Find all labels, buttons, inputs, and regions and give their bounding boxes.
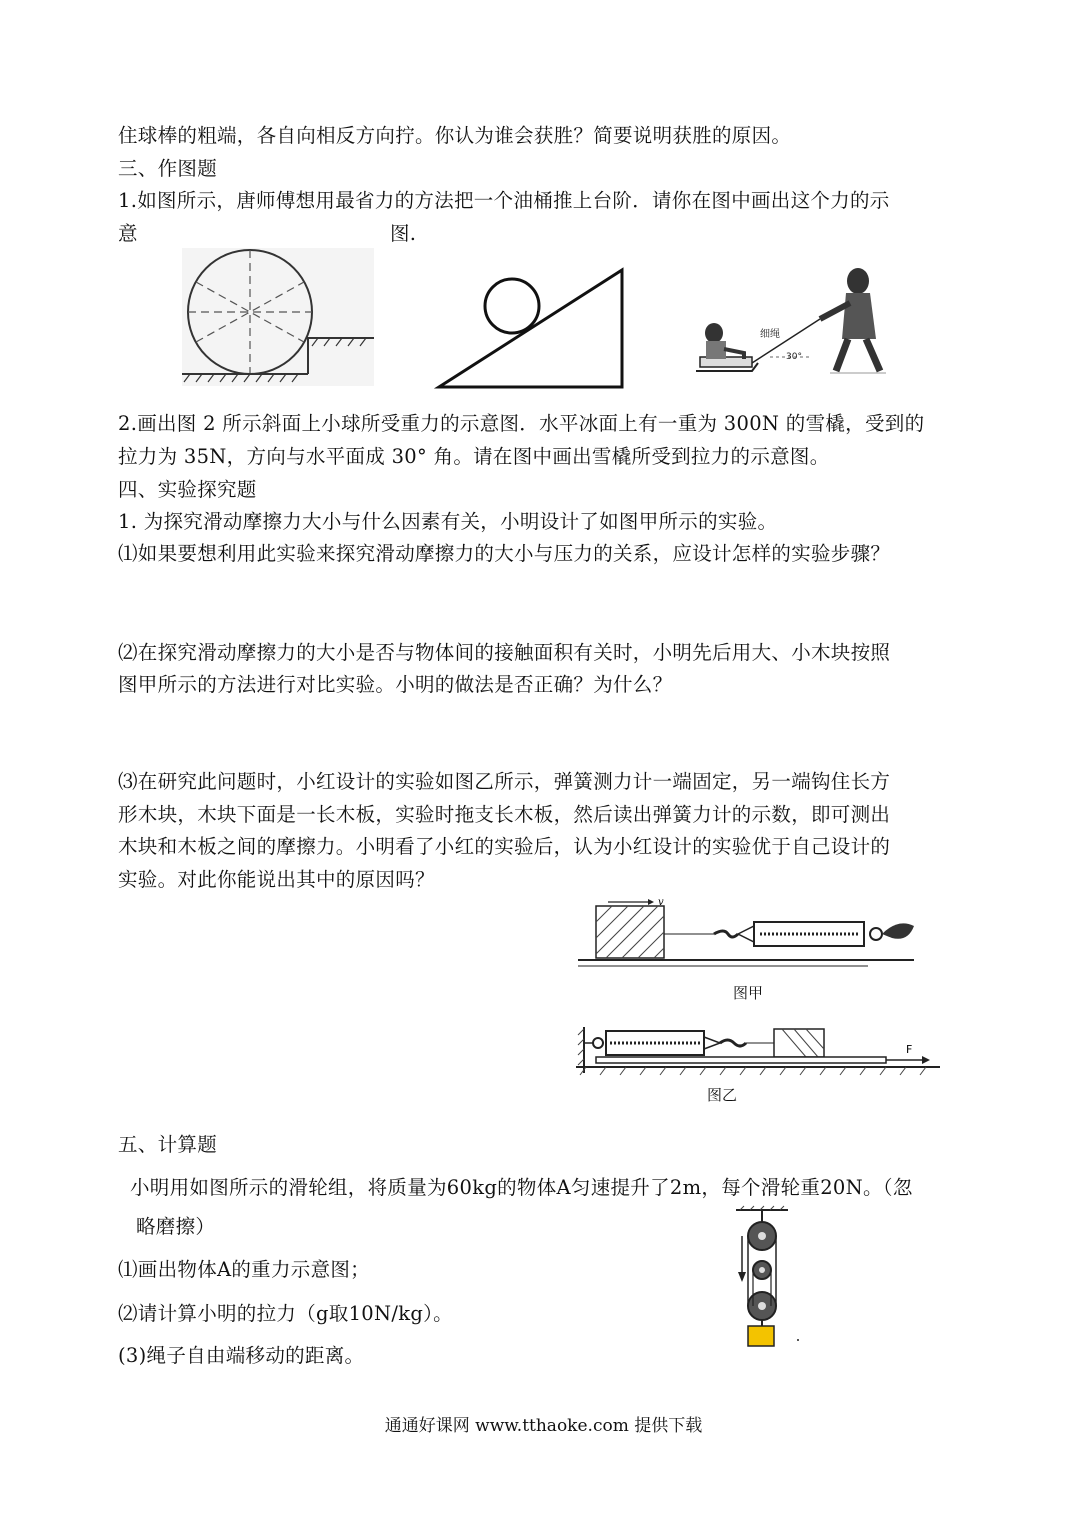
pulley-figure — [728, 1206, 808, 1350]
q2-line-b: 拉力为 35N，方向与水平面成 30° 角。请在图中画出雪橇所受到拉力的示意图。 — [118, 445, 830, 468]
calc-1-q3: (3)绳子自由端移动的距离。 — [118, 1344, 365, 1367]
figure-jia — [578, 892, 920, 968]
experiment-1-q3-d: 实验。对此你能说出其中的原因吗？ — [118, 868, 435, 891]
experiment-1-q2-a: ⑵在探究滑动摩擦力的大小是否与物体间的接触面积有关时，小明先后用大、小木块按照 — [118, 641, 891, 664]
q2-line-a: 2.画出图 2 所示斜面上小球所受重力的示意图．水平冰面上有一重为 300N 的雪橇，受到的 — [118, 412, 925, 435]
ball-incline-figure — [436, 266, 626, 390]
experiment-1-q1: ⑴如果要想利用此实验来探究滑动摩擦力的大小与压力的关系，应设计怎样的实验步骤？ — [118, 542, 891, 565]
calc-1-line-a: 小明用如图所示的滑轮组，将质量为60kg的物体A匀速提升了2m，每个滑轮重20N。（忽 — [130, 1176, 913, 1199]
section-5-heading: 五、计算题 — [118, 1133, 218, 1156]
q1-line-b-left: 意 — [118, 222, 138, 245]
line-1: 住球棒的粗端，各自向相反方向拧。你认为谁会获胜？简要说明获胜的原因。 — [118, 124, 792, 147]
rope-label: 细绳 — [760, 329, 780, 340]
calc-1-q1: ⑴画出物体A的重力示意图； — [118, 1258, 370, 1281]
sled-figure — [690, 253, 890, 383]
figure-jia-caption: 图甲 — [733, 984, 764, 1002]
experiment-1-intro: 1. 为探究滑动摩擦力大小与什么因素有关，小明设计了如图甲所示的实验。 — [118, 510, 778, 533]
velocity-label: v — [658, 897, 664, 908]
section-4-heading: 四、实验探究题 — [118, 478, 257, 501]
figure-yi-caption: 图乙 — [707, 1086, 738, 1104]
force-label: F — [906, 1043, 913, 1056]
barrel-step-figure — [182, 248, 374, 386]
calc-1-line-b: 略磨擦） — [136, 1215, 216, 1238]
section-3-heading: 三、作图题 — [118, 157, 218, 180]
q1-line-a: 1.如图所示，唐师傅想用最省力的方法把一个油桶推上台阶．请你在图中画出这个力的示 — [118, 189, 890, 212]
experiment-1-q3-b: 形木块，木块下面是一长木板，实验时拖支长木板，然后读出弹簧力计的示数，即可测出 — [118, 803, 891, 826]
experiment-1-q3-a: ⑶在研究此问题时，小红设计的实验如图乙所示，弹簧测力计一端固定，另一端钩住长方 — [118, 770, 891, 793]
calc-1-q2: ⑵请计算小明的拉力（g取10N/kg）。 — [118, 1302, 453, 1325]
experiment-1-q3-c: 木块和木板之间的摩擦力。小明看了小红的实验后，认为小红设计的实验优于自己设计的 — [118, 835, 891, 858]
experiment-1-q2-b: 图甲所示的方法进行对比实验。小明的做法是否正确？为什么？ — [118, 673, 673, 696]
figure-yi — [576, 1025, 940, 1079]
footer: 通通好课网 www.tthaoke.com 提供下载 — [384, 1416, 703, 1436]
q1-line-b-right: 图. — [390, 222, 417, 245]
angle-label: 30° — [786, 352, 802, 362]
